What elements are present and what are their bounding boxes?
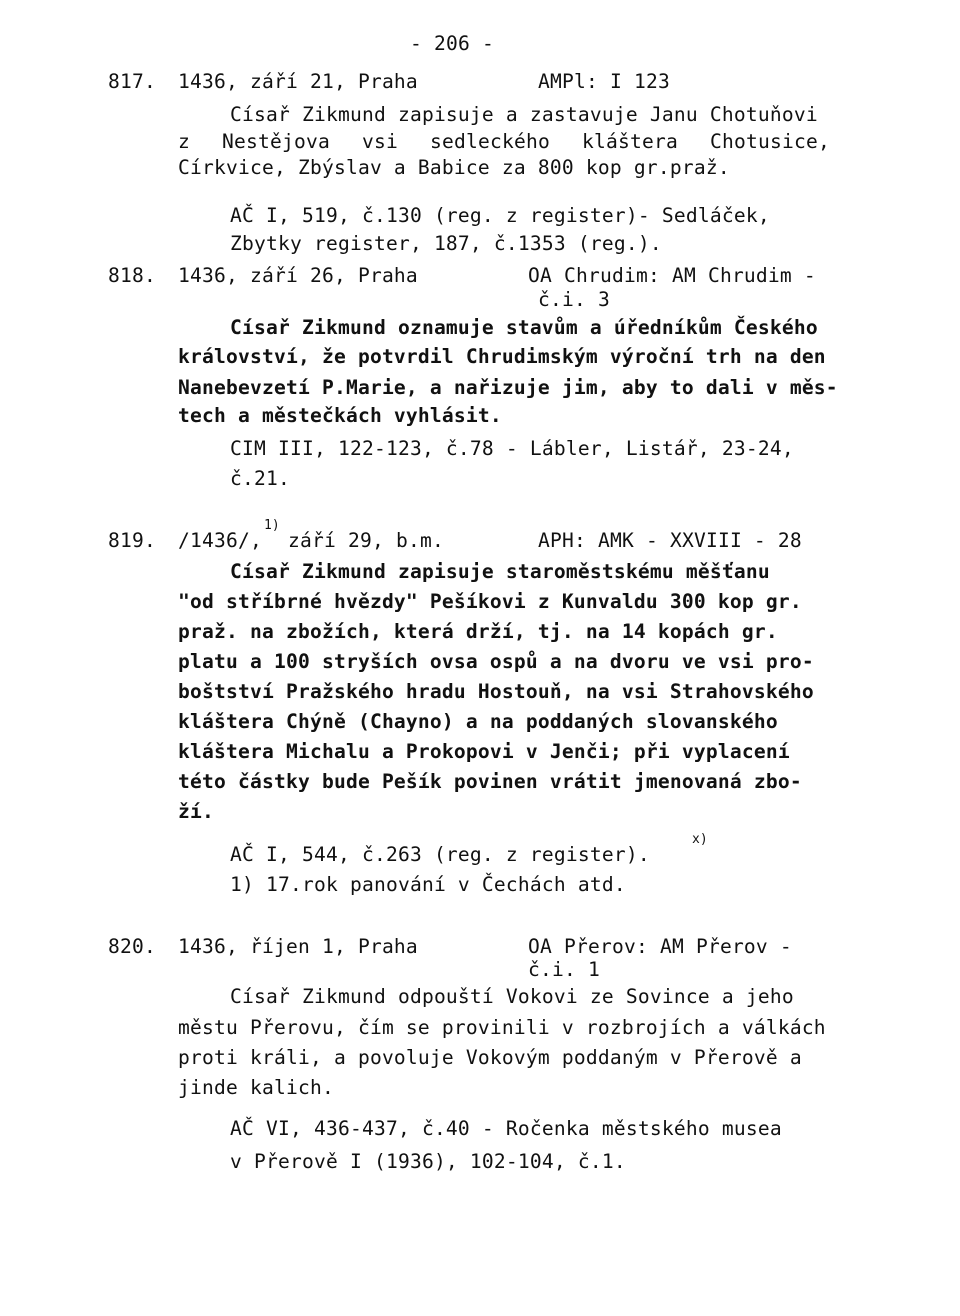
entry-body-line: ží. bbox=[178, 800, 214, 823]
footnote: 1) 17.rok panování v Čechách atd. bbox=[230, 873, 626, 896]
entry-body-line: městu Přerovu, čím se provinili v rozbrojích a válkách bbox=[178, 1016, 826, 1039]
entry-number: 817. bbox=[108, 70, 156, 93]
entry-body-line: "od stříbrné hvězdy" Pešíkovi z Kunvaldu 300 kop gr. bbox=[178, 590, 802, 613]
entry-body-line: jinde kalich. bbox=[178, 1076, 334, 1099]
archive-reference-cont: č.i. 1 bbox=[528, 958, 600, 981]
archive-reference: OA Přerov: AM Přerov - bbox=[528, 935, 792, 958]
source-reference-line: AČ I, 519, č.130 (reg. z register)- Sedláček, bbox=[230, 204, 770, 227]
source-reference-line: v Přerově I (1936), 102-104, č.1. bbox=[230, 1150, 626, 1173]
entry-heading-date: září 29, b.m. bbox=[288, 529, 444, 552]
source-reference-line: AČ VI, 436-437, č.40 - Ročenka městského musea bbox=[230, 1117, 782, 1140]
archive-reference-cont: č.i. 3 bbox=[538, 288, 610, 311]
entry-heading: /1436/, bbox=[178, 529, 262, 552]
source-reference-line: CIM III, 122-123, č.78 - Lábler, Listář, 23-24, bbox=[230, 437, 794, 460]
entry-body-line: proti králi, a povoluje Vokovým poddaným v Přerově a bbox=[178, 1046, 802, 1069]
page-number: - 206 - bbox=[410, 32, 494, 55]
footnote-marker: x) bbox=[692, 832, 708, 847]
entry-heading: 1436, září 21, Praha bbox=[178, 70, 418, 93]
entry-body-line: Císař Zikmund zapisuje staroměstskému měšťanu bbox=[230, 560, 770, 583]
entry-body-line: boštství Pražského hradu Hostouň, na vsi Strahovského bbox=[178, 680, 814, 703]
archive-reference: APH: AMK - XXVIII - 28 bbox=[538, 529, 802, 552]
entry-body-line: Císař Zikmund odpouští Vokovi ze Sovince a jeho bbox=[230, 985, 794, 1008]
entry-body-line: této částky bude Pešík povinen vrátit jmenovaná zbo- bbox=[178, 770, 802, 793]
footnote-marker: 1) bbox=[264, 518, 280, 533]
entry-body-line: kláštera Michalu a Prokopovi v Jenči; při vyplacení bbox=[178, 740, 790, 763]
source-reference-line: Zbytky register, 187, č.1353 (reg.). bbox=[230, 232, 662, 255]
archive-reference: OA Chrudim: AM Chrudim - bbox=[528, 264, 816, 287]
entry-body-line: Nanebevzetí P.Marie, a nařizuje jim, aby to dali v měs- bbox=[178, 376, 838, 399]
entry-body-paragraph: z Nestějova vsi sedleckého kláštera Chotusice, Církvice, Zbýslav a Babice za 800 kop gr.praž. bbox=[178, 130, 830, 179]
archive-reference: AMPl: I 123 bbox=[538, 70, 670, 93]
source-reference-line: č.21. bbox=[230, 467, 290, 490]
entry-heading: 1436, říjen 1, Praha bbox=[178, 935, 418, 958]
entry-heading: 1436, září 26, Praha bbox=[178, 264, 418, 287]
entry-body-line: tech a městečkách vyhlásit. bbox=[178, 404, 502, 427]
entry-number: 820. bbox=[108, 935, 156, 958]
entry-body-line: platu a 100 stryších ovsa ospů a na dvoru ve vsi pro- bbox=[178, 650, 814, 673]
entry-body-line: Císař Zikmund zapisuje a zastavuje Janu Chotuňovi bbox=[230, 103, 818, 126]
entry-number: 819. bbox=[108, 529, 156, 552]
entry-body-line: kláštera Chýně (Chayno) a na poddaných slovanského bbox=[178, 710, 778, 733]
entry-number: 818. bbox=[108, 264, 156, 287]
entry-body-line: království, že potvrdil Chrudimským výroční trh na den bbox=[178, 345, 826, 368]
source-reference-line: AČ I, 544, č.263 (reg. z register). bbox=[230, 843, 650, 866]
entry-body-line: praž. na zbožích, která drží, tj. na 14 kopách gr. bbox=[178, 620, 778, 643]
entry-body-line: Císař Zikmund oznamuje stavům a úředníkům Českého bbox=[230, 316, 818, 339]
